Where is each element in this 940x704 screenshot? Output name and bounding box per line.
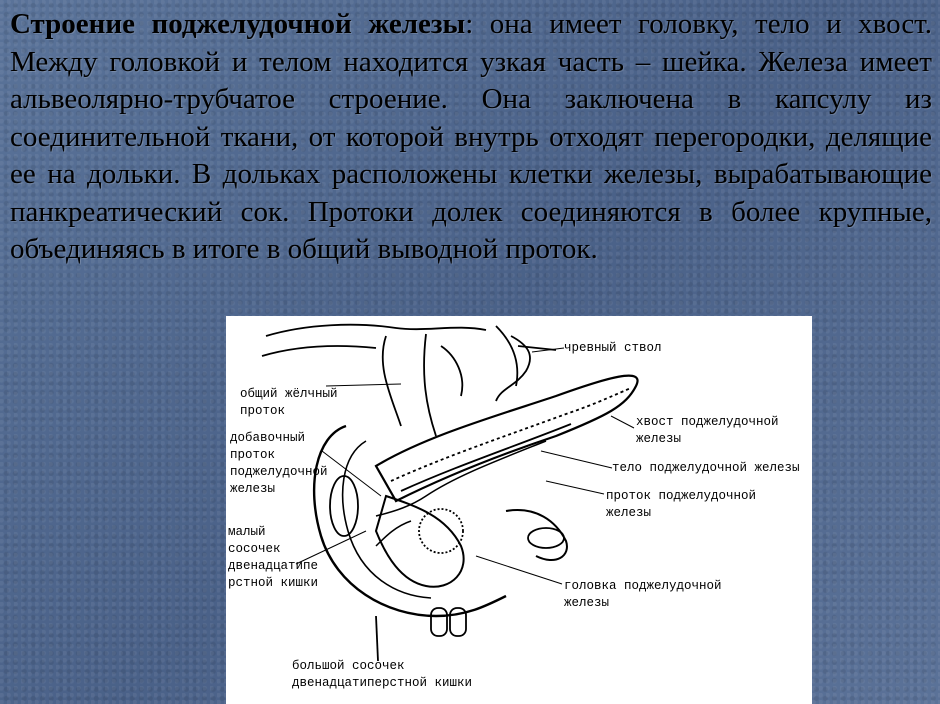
label-pancreatic-duct: проток поджелудочной железы: [606, 489, 757, 520]
pancreas-diagram: [226, 316, 812, 704]
label-pancreas-body: тело поджелудочной железы: [612, 461, 800, 475]
label-pancreas-head: головка поджелудочной железы: [564, 579, 722, 610]
slide-paragraph: [10, 6, 932, 269]
paragraph-body: : она имеет головку, тело и хвост. Между головкой и телом находится узкая часть – шейка. Железа имеет альвеолярно-трубчатое строение. Она заключена в капсулу из соединительной ткани, от которой внутрь отходят перегородки, делящие ее на дольки. В дольках расположены клетки железы, вырабатывающие панкреатический сок. Протоки долек соединяются в более крупные, объединяясь в итоге в общий выводной проток.: [10, 8, 932, 265]
label-celiac-trunk: чревный ствол: [564, 341, 662, 355]
label-common-bile-duct: общий жёлчный проток: [240, 387, 338, 418]
label-accessory-duct: добавочный проток поджелудочной железы: [230, 431, 328, 496]
paragraph-title: Строение поджелудочной железы: [10, 8, 466, 40]
label-major-papilla: большой сосочек двенадцатиперстной кишки: [292, 659, 473, 690]
label-pancreas-tail: хвост поджелудочной железы: [636, 415, 779, 446]
label-minor-papilla: малый сосочек двенадцатипе рстной кишки: [228, 525, 319, 590]
